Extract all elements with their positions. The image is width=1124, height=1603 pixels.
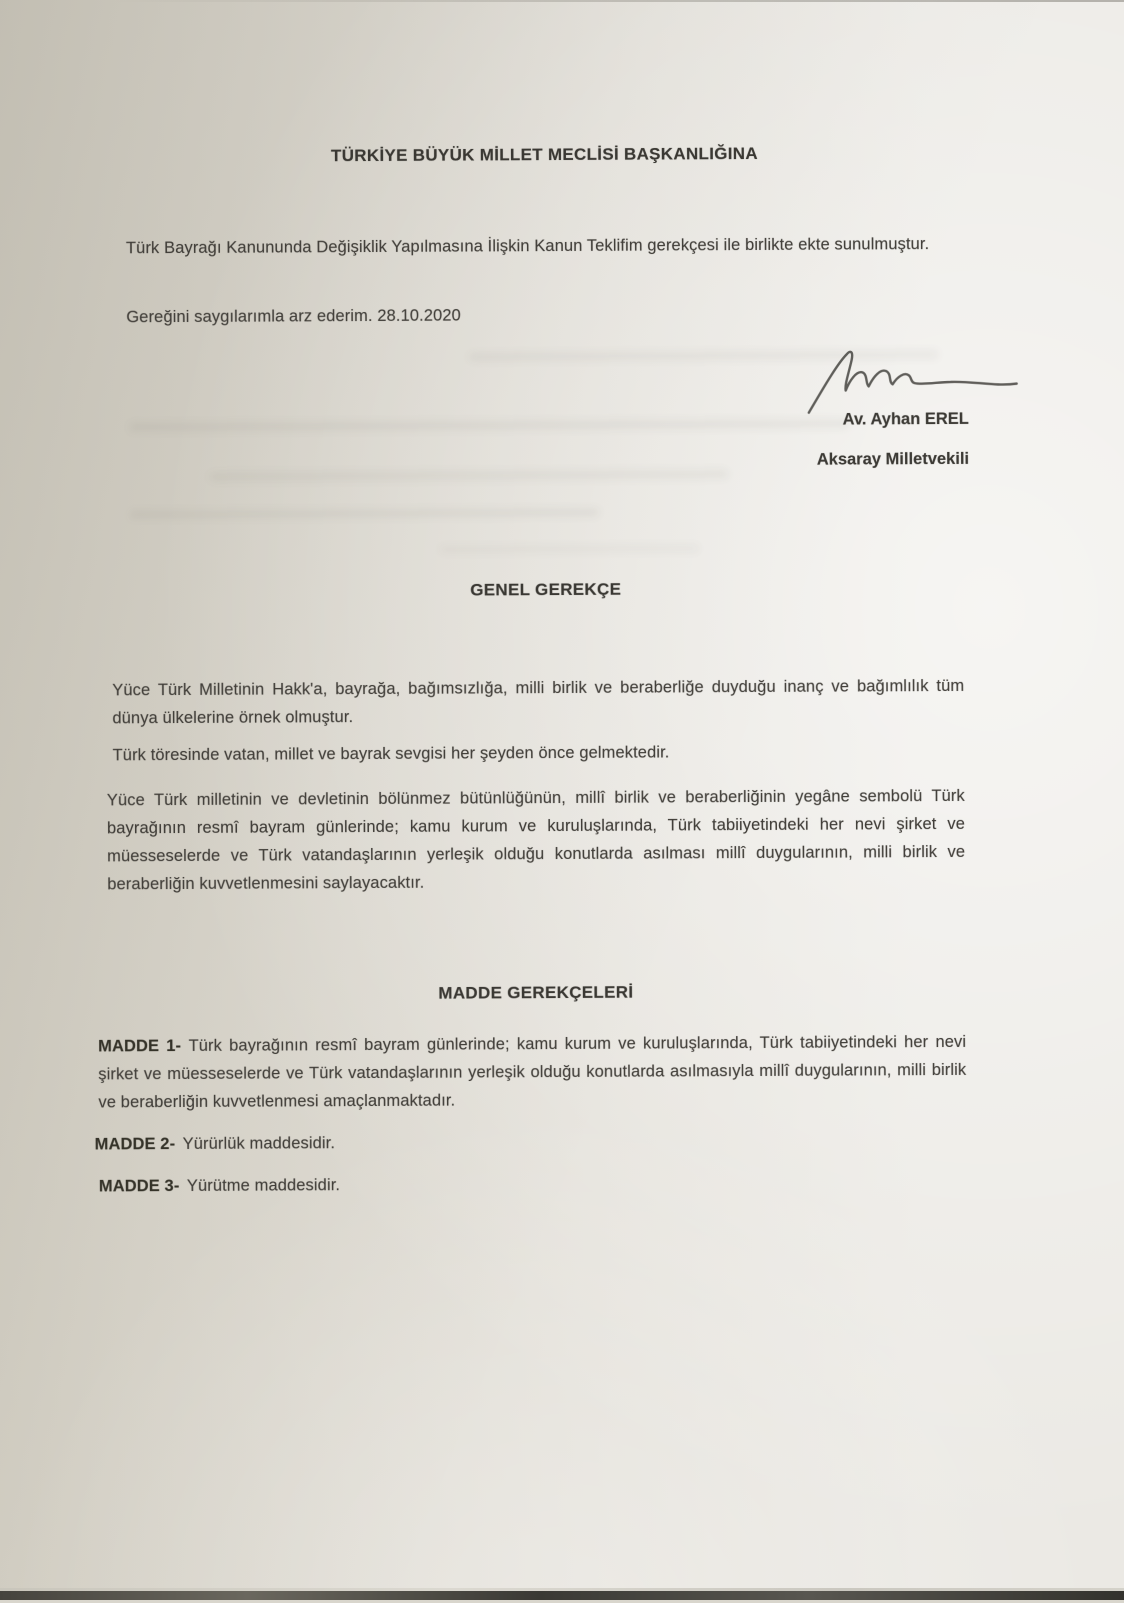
bleed-through-artifact [440, 544, 700, 553]
article-3-paragraph [99, 1169, 799, 1201]
intro-paragraph: Türk Bayrağı Kanununda Değişiklik Yapılmasına İlişkin Kanun Teklifim gerekçesi ile birlikte ekte sunulmuştur. [125, 235, 930, 258]
article-justifications-heading: MADDE GEREKÇELERİ [438, 982, 634, 1003]
signer-title: Aksaray Milletvekili [816, 449, 970, 469]
article-1-paragraph [98, 1028, 966, 1117]
closing-line: Gereğini saygılarımla arz ederim. 28.10.2020 [126, 306, 461, 327]
general-paragraph-3: Yüce Türk milletinin ve devletinin bölünmez bütünlüğünün, millî birlik ve beraberliğinin yegâne sembolü Türk bayrağının resmî bayram günlerinde; kamu kurum ve kuruluşlarında, Türk tabiiyetindeki her nevi şirket ve müesseselerde ve Türk vatandaşlarının yerleşik olduğu konutlarda asılması millî duygularının, milli birlik ve beraberliğin kuvvetlenmesini saylayacaktır. [106, 786, 966, 894]
general-justification-heading: GENEL GEREKÇE [470, 579, 622, 600]
bleed-through-artifact [129, 508, 599, 519]
article-2-text: Yürürlük maddesidir. [182, 1134, 336, 1153]
general-paragraph-1: Yüce Türk Milletinin Hakk'a, bayrağa, bağımsızlığa, milli birlik ve beraberliğe duyduğu inanç ve bağımlılık tüm dünya ülkelerine örnek olmuştur. [112, 676, 965, 728]
signer-name: Av. Ayhan EREL [842, 409, 969, 429]
handwritten-signature [796, 346, 1028, 415]
article-1-text: Türk bayrağının resmî bayram günlerinde; kamu kurum ve kuruluşlarında, Türk tabiiyetindeki her nevi şirket ve müesseselerde ve Türk vatandaşlarının yerleşik olduğu konutlarda asılmasıyla millî duygularının, milli birlik ve beraberliğin kuvvetlenmesi amaçlanmaktadır. [98, 1032, 967, 1112]
article-1-label: MADDE 1- [98, 1036, 182, 1056]
bleed-through-artifact [129, 418, 849, 432]
document-title: TÜRKİYE BÜYÜK MİLLET MECLİSİ BAŞKANLIĞINA [330, 143, 758, 166]
general-paragraph-2: Türk töresinde vatan, millet ve bayrak sevgisi her şeyden önce gelmektedir. [112, 743, 670, 765]
scan-bottom-edge [0, 1591, 1124, 1600]
article-3-text: Yürütme maddesidir. [186, 1176, 341, 1195]
article-2-paragraph [95, 1127, 795, 1159]
article-3-label: MADDE 3- [98, 1177, 180, 1196]
bleed-through-artifact [209, 469, 729, 482]
article-2-label: MADDE 2- [94, 1135, 176, 1154]
